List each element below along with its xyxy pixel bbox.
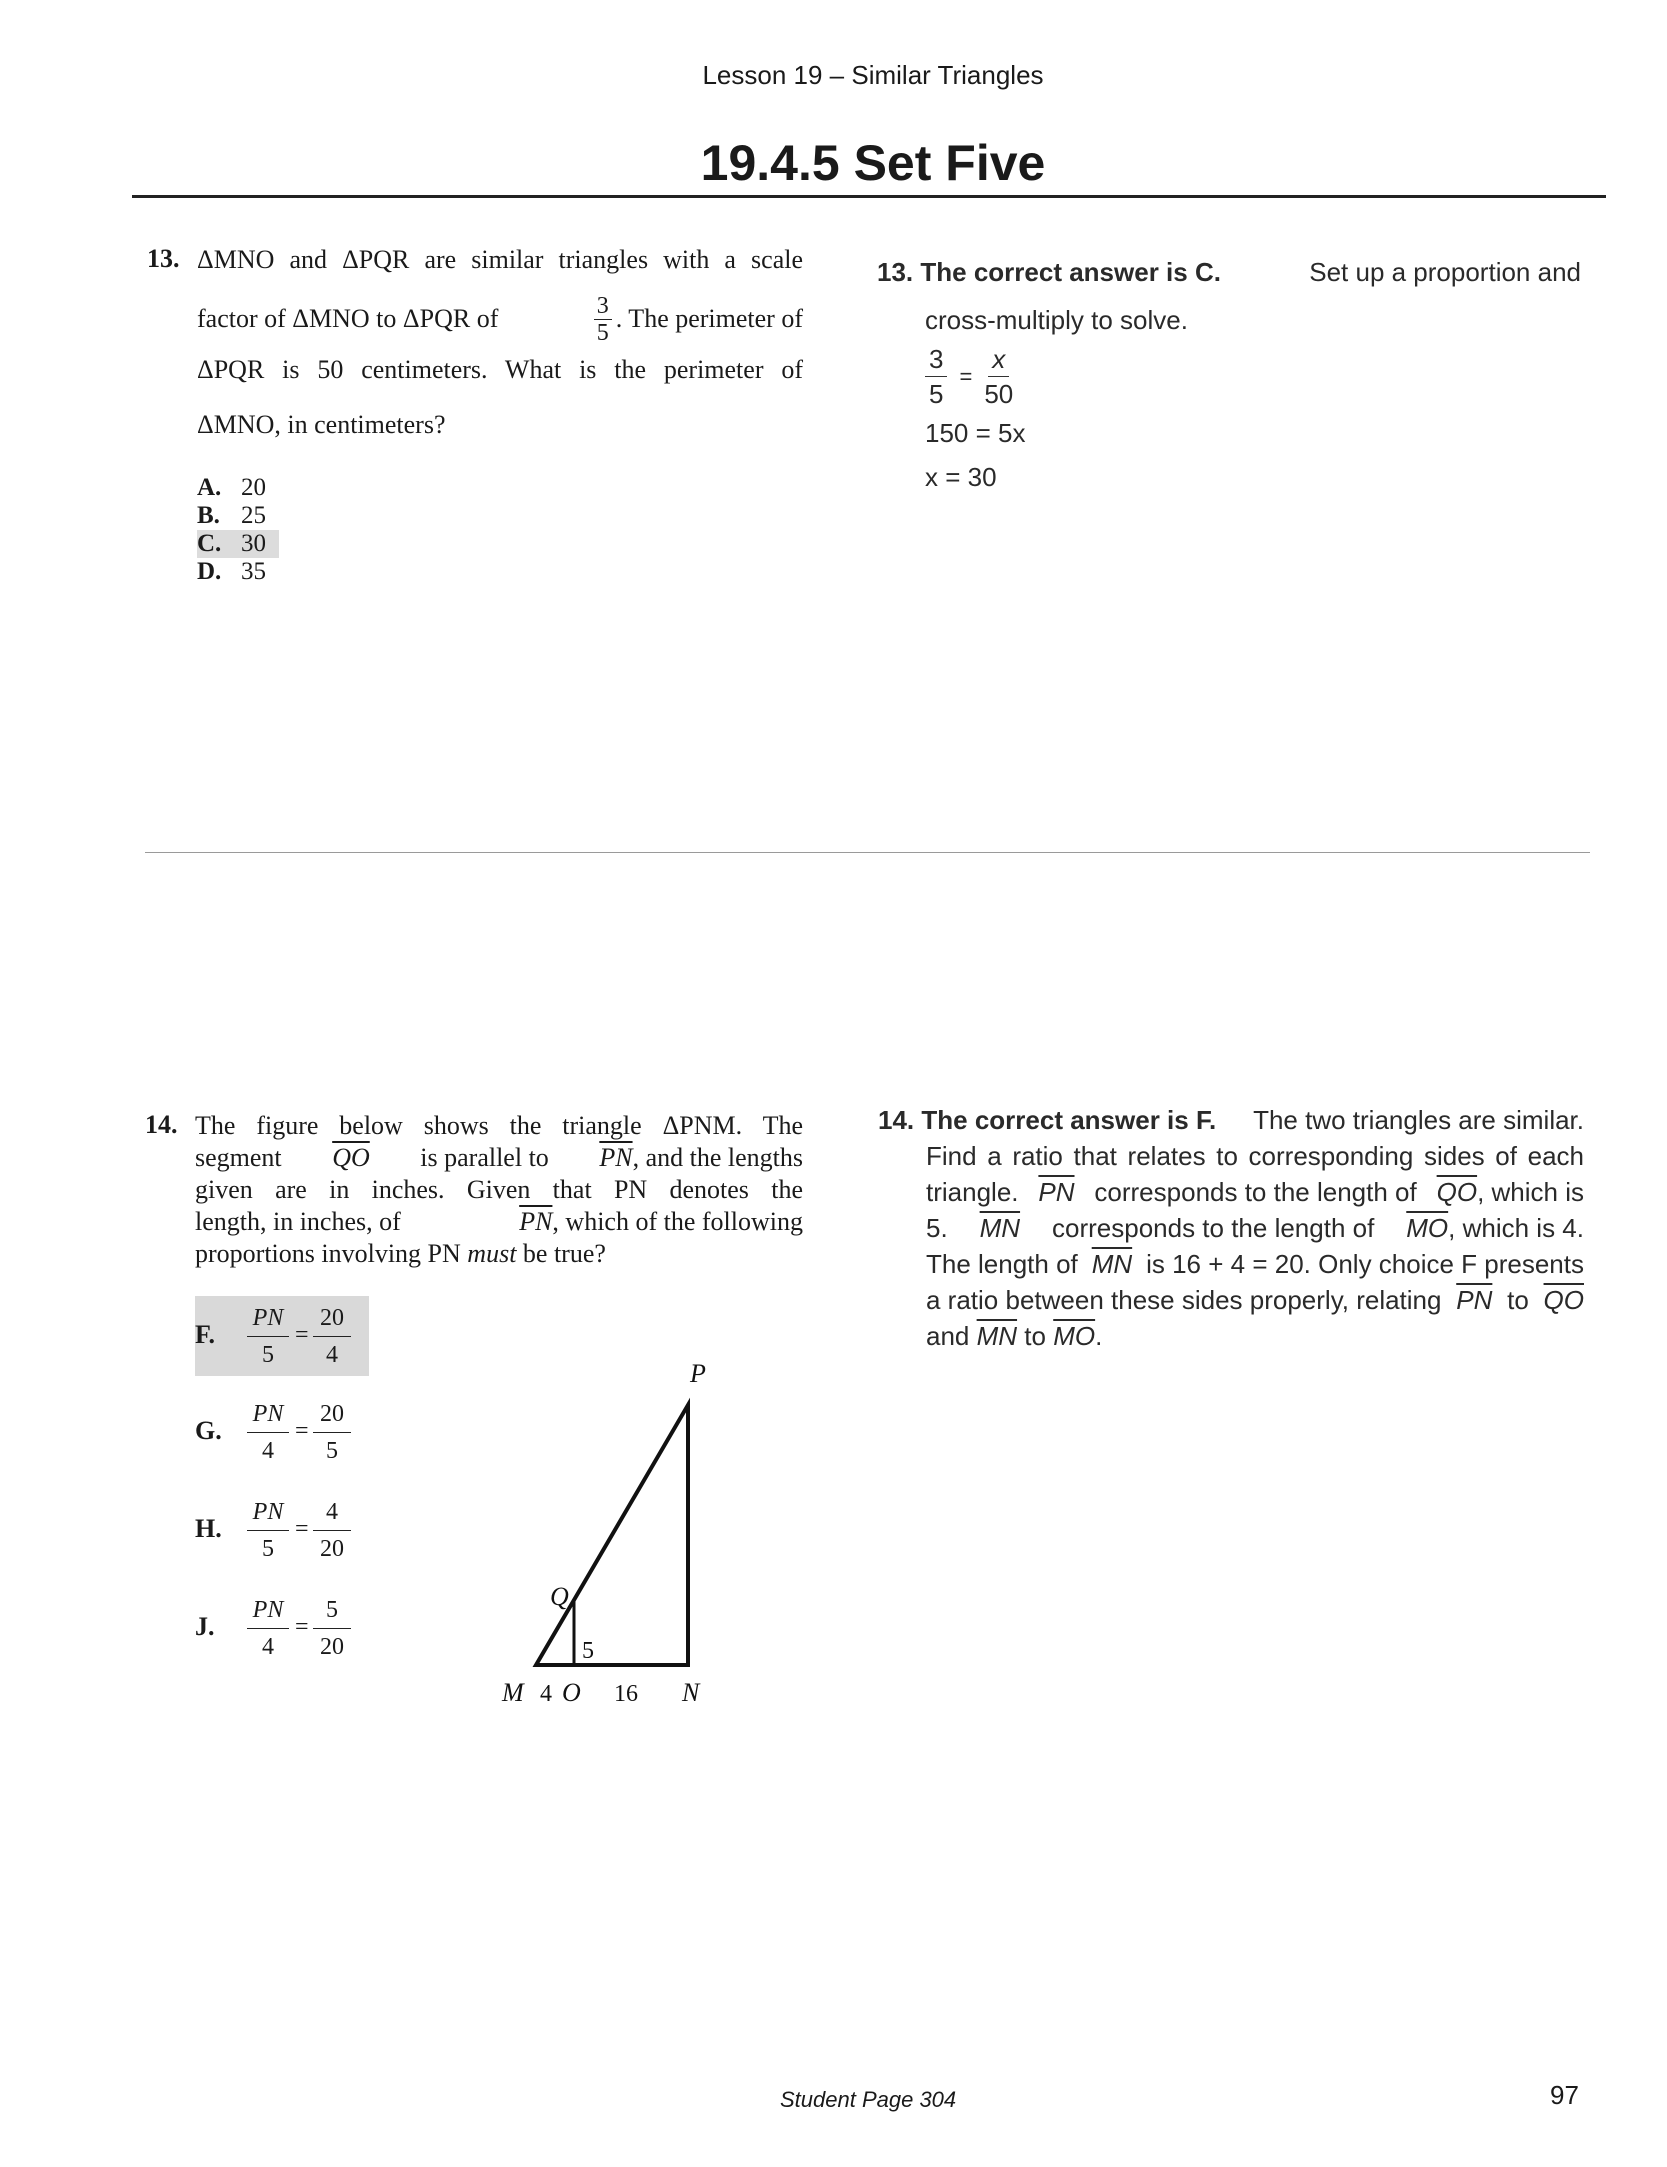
lesson-header: Lesson 19 – Similar Triangles xyxy=(702,60,1044,90)
question-14-line3: given are in inches. Given that PN denotes the xyxy=(195,1175,803,1204)
question-13-line4: ΔMNO, in centimeters? xyxy=(197,410,446,439)
question-13-line3: ΔPQR is 50 centimeters. What is the perimeter of xyxy=(197,355,803,384)
option-a[interactable]: A. 20 xyxy=(197,474,266,501)
option-d[interactable]: D. 35 xyxy=(197,558,266,585)
student-page-label: Student Page 304 xyxy=(780,2087,957,2112)
answer-13-step2: x = 30 xyxy=(925,462,997,492)
question-13-line2-pre: factor of ΔMNO to ΔPQR of xyxy=(197,304,499,333)
fraction-three-fifths: $\frac{3}{5}$ xyxy=(594,293,612,346)
answer-14-line5: The length of $\overline{MN}$ is 16 + 4 = 20. Only choice F presents xyxy=(926,1249,1584,1279)
question-13-options xyxy=(197,474,279,586)
triangle-figure xyxy=(490,1350,750,1730)
question-13-line2-post: . The perimeter of xyxy=(615,304,803,333)
choice-j[interactable]: J. PN 4 = 5 20 xyxy=(195,1588,369,1668)
answer-13 xyxy=(877,254,1581,495)
label-on-length: 16 xyxy=(614,1681,638,1707)
answer-14-line1: 14. The correct answer is F. The two triangles are similar. xyxy=(878,1105,1584,1135)
question-13-line2 xyxy=(197,284,803,354)
question-14-line1: The figure below shows the triangle ΔPNM. The xyxy=(195,1111,803,1140)
answer-14-line2: Find a ratio that relates to corresponding sides of each xyxy=(926,1141,1584,1171)
question-14-line2: segment $\overline{QO}$ is parallel to $\overline{PN}$, and the lengths xyxy=(195,1143,803,1172)
answer-13-line2: cross-multiply to solve. xyxy=(925,305,1188,335)
section-divider xyxy=(145,852,1590,853)
choice-h[interactable]: H. PN 5 = 4 20 xyxy=(195,1490,369,1570)
choice-f-selected[interactable]: F. PN 5 = 20 4 xyxy=(195,1296,369,1376)
label-m: M xyxy=(502,1678,524,1707)
label-o: O xyxy=(562,1678,581,1707)
label-q: Q xyxy=(550,1582,569,1611)
page-title: 19.4.5 Set Five xyxy=(700,135,1046,191)
answer-13-step1: 150 = 5x xyxy=(925,418,1026,448)
title-divider xyxy=(132,195,1606,198)
question-14-line5: proportions involving PN must be true? xyxy=(195,1239,606,1268)
question-13-line1: ΔMNO and ΔPQR are similar triangles with a scale xyxy=(197,245,803,274)
answer-13-proportion: $\frac{3}{5}$ = $\frac{x}{50}$ xyxy=(925,342,1581,411)
answer-14 xyxy=(878,1102,1584,1354)
question-13-number: 13. xyxy=(147,244,180,273)
label-n: N xyxy=(682,1678,700,1707)
option-b[interactable]: B. 25 xyxy=(197,502,266,529)
answer-14-line3: triangle. $\overline{PN}$ corresponds to the length of $\overline{QO}$, which is xyxy=(926,1177,1584,1207)
answer-14-line4: 5. $\overline{MN}$ corresponds to the length of $\overline{MO}$, which is 4. xyxy=(926,1213,1584,1243)
label-mo-length: 4 xyxy=(540,1681,552,1707)
label-p: P xyxy=(690,1359,706,1388)
question-14-number: 14. xyxy=(145,1110,178,1139)
label-qo-length: 5 xyxy=(582,1638,594,1664)
answer-14-line6: a ratio between these sides properly, relating $\overline{PN}$ to $\overline{QO}$ xyxy=(926,1285,1584,1315)
choice-g[interactable]: G. PN 4 = 20 5 xyxy=(195,1392,369,1472)
answer-13-line1: 13. The correct answer is C. Set up a proportion and xyxy=(877,257,1581,287)
page-number: 97 xyxy=(1550,2080,1579,2110)
triangle-pnm xyxy=(536,1405,688,1665)
answer-14-line7: and $\overline{MN}$ to $\overline{MO}$. xyxy=(926,1321,1103,1351)
option-c-selected[interactable]: C. 30 xyxy=(197,530,279,558)
question-14-line4: length, in inches, of $\overline{PN}$, which of the following xyxy=(195,1207,803,1236)
